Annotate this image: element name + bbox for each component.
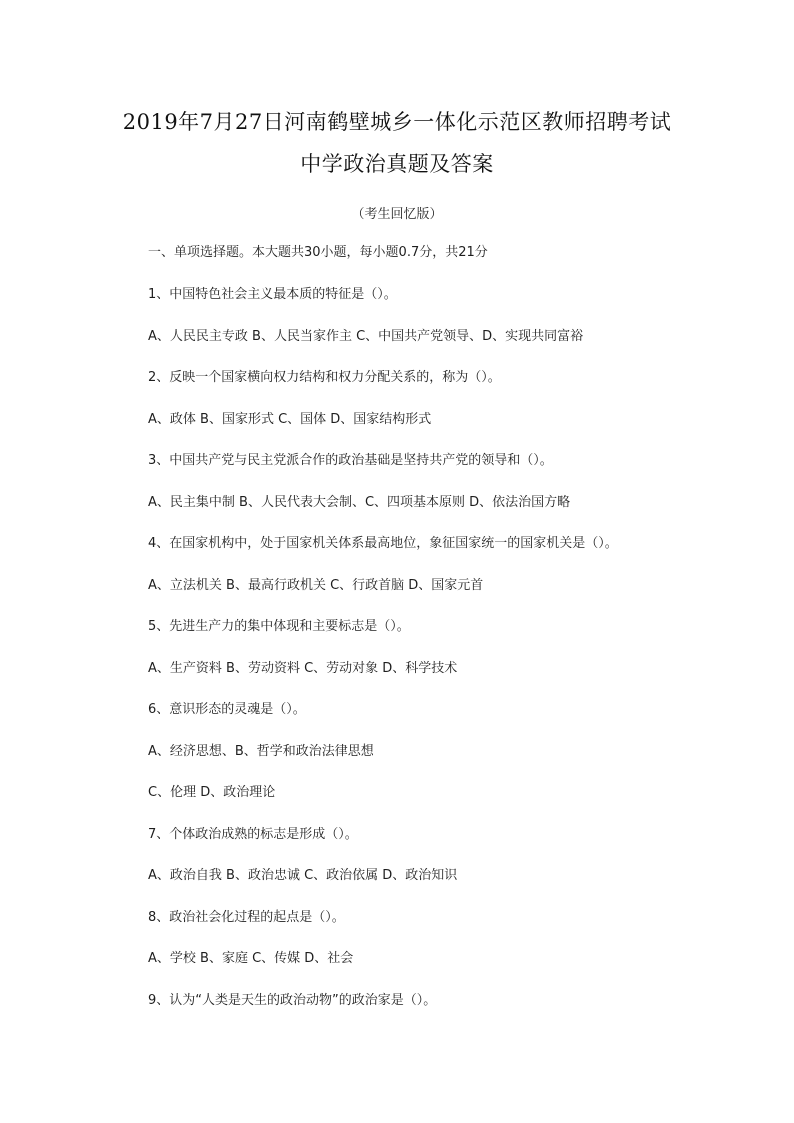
question-9-stem: 9、认为“人类是天生的政治动物”的政治家是（）。 [148, 993, 437, 1008]
question-1-options: A、人民民主专政 B、人民当家作主 C、中国共产党领导、D、实现共同富裕 [148, 329, 584, 344]
question-7-options: A、政治自我 B、政治忠诚 C、政治依属 D、政治知识 [148, 868, 458, 883]
question-4-options: A、立法机关 B、最高行政机关 C、行政首脑 D、国家元首 [148, 578, 484, 593]
question-3-stem: 3、中国共产党与民主党派合作的政治基础是坚持共产党的领导和（）。 [148, 453, 553, 468]
section-heading: 一、单项选择题。本大题共30小题，每小题0.7分，共21分 [148, 245, 488, 260]
question-6-options: A、经济思想、B、哲学和政治法律思想 [148, 744, 374, 759]
question-2-options: A、政体 B、国家形式 C、国体 D、国家结构形式 [148, 412, 432, 427]
question-5-stem: 5、先进生产力的集中体现和主要标志是（）。 [148, 619, 410, 634]
question-6-options-continued: C、伦理 D、政治理论 [148, 785, 276, 800]
question-7-stem: 7、个体政治成熟的标志是形成（）。 [148, 827, 358, 842]
question-4-stem: 4、在国家机构中，处于国家机关体系最高地位，象征国家统一的国家机关是（）。 [148, 536, 618, 551]
question-3-options: A、民主集中制 B、人民代表大会制、C、四项基本原则 D、依法治国方略 [148, 495, 571, 510]
question-8-stem: 8、政治社会化过程的起点是（）。 [148, 910, 345, 925]
question-8-options: A、学校 B、家庭 C、传媒 D、社会 [148, 951, 354, 966]
question-1-stem: 1、中国特色社会主义最本质的特征是（）。 [148, 287, 397, 302]
question-2-stem: 2、反映一个国家横向权力结构和权力分配关系的，称为（）。 [148, 370, 501, 385]
question-6-stem: 6、意识形态的灵魂是（）。 [148, 702, 306, 717]
document-title-line-1: 2019年7月27日河南鹤壁城乡一体化示范区教师招聘考试 [122, 110, 672, 134]
document-subtitle: （考生回忆版） [351, 207, 443, 222]
document-title-line-2: 中学政治真题及答案 [300, 152, 494, 176]
question-5-options: A、生产资料 B、劳动资料 C、劳动对象 D、科学技术 [148, 661, 458, 676]
